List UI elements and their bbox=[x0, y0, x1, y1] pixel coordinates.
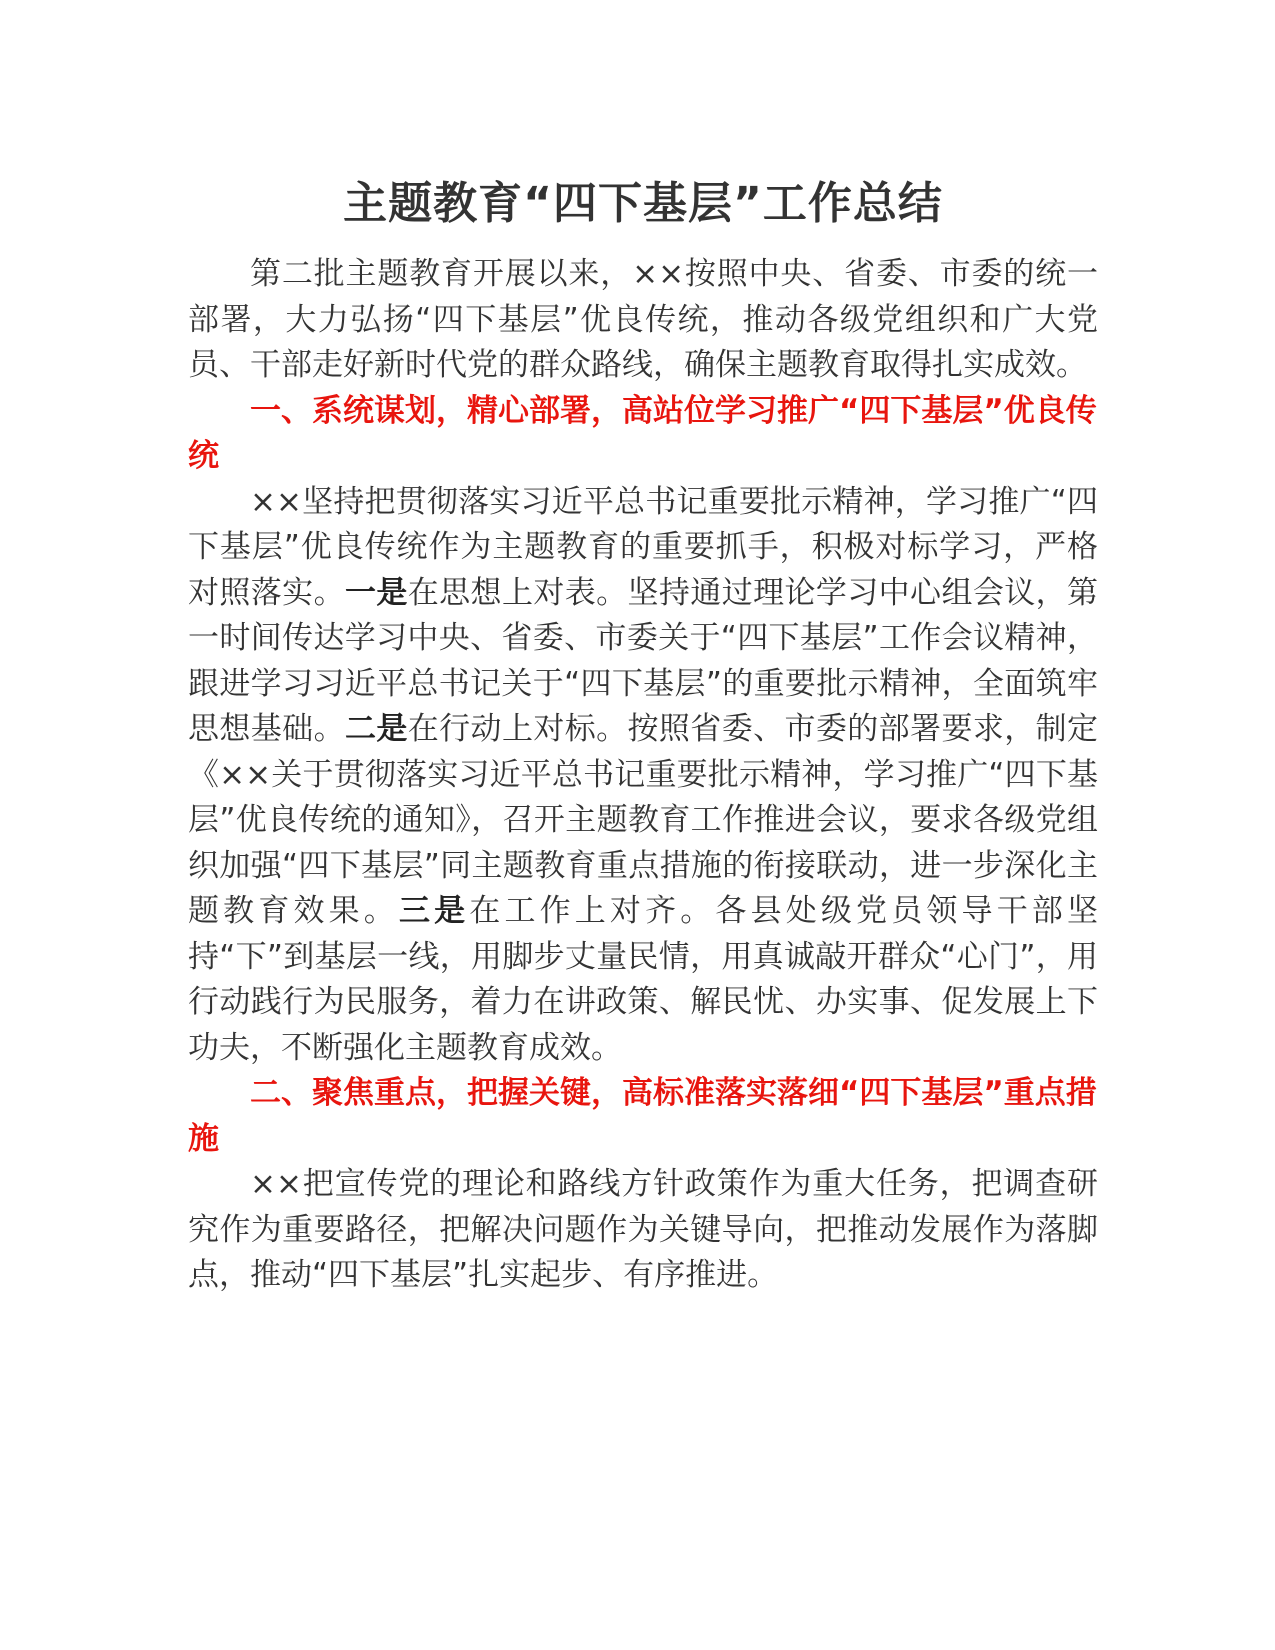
section-1-heading: 一、系统谋划，精心部署，高站位学习推广“四下基层”优良传统 bbox=[188, 392, 1097, 474]
point-3-label: 三是 bbox=[398, 893, 470, 929]
document-title: 主题教育“四下基层”工作总结 bbox=[343, 178, 943, 229]
section-1-paragraph bbox=[188, 480, 1098, 1072]
section-1-opening-text: ××坚持把贯彻落实习近平总书记重要批示精神，学习推广“四下基层”优良传统作为主题教育的重要抓手，积极对标学习，严格对照落实。 bbox=[188, 483, 1098, 611]
point-3-text: 在工作上对齐。各县处级党员领导干部坚持“下”到基层一线，用脚步丈量民情，用真诚敲开群众“心门”，用行动践行为民服务，着力在讲政策、解民忧、办实事、促发展上下功夫，不断强化主题教育成效。 bbox=[188, 893, 1099, 1066]
point-1-label: 一是 bbox=[344, 574, 408, 611]
intro-paragraph: 第二批主题教育开展以来，××按照中央、省委、市委的统一部署，大力弘扬“四下基层”优良传统，推动各级党组织和广大党员、干部走好新时代党的群众路线，确保主题教育取得扎实成效。 bbox=[188, 256, 1098, 383]
point-1-text: 在思想上对表。坚持通过理论学习中心组会议，第一时间传达学习中央、省委、市委关于“四下基层”工作会议精神，跟进学习习近平总书记关于“四下基层”的重要批示精神，全面筑牢思想基础。 bbox=[188, 574, 1099, 747]
document-content bbox=[188, 172, 1098, 1299]
section-2-paragraph: ××把宣传党的理论和路线方针政策作为重大任务，把调查研究作为重要路径，把解决问题作为关键导向，把推动发展作为落脚点，推动“四下基层”扎实起步、有序推进。 bbox=[188, 1166, 1098, 1293]
section-2-heading: 二、聚焦重点，把握关键，高标准落实落细“四下基层”重点措施 bbox=[188, 1075, 1097, 1157]
point-2-label: 二是 bbox=[344, 711, 408, 747]
point-2-text: 在行动上对标。按照省委、市委的部署要求，制定《××关于贯彻落实习近平总书记重要批示精神，学习推广“四下基层”优良传统的通知》，召开主题教育工作推进会议，要求各级党组织加强“四下基层”同主题教育重点措施的衔接联动，进一步深化主题教育效果。 bbox=[188, 711, 1099, 929]
